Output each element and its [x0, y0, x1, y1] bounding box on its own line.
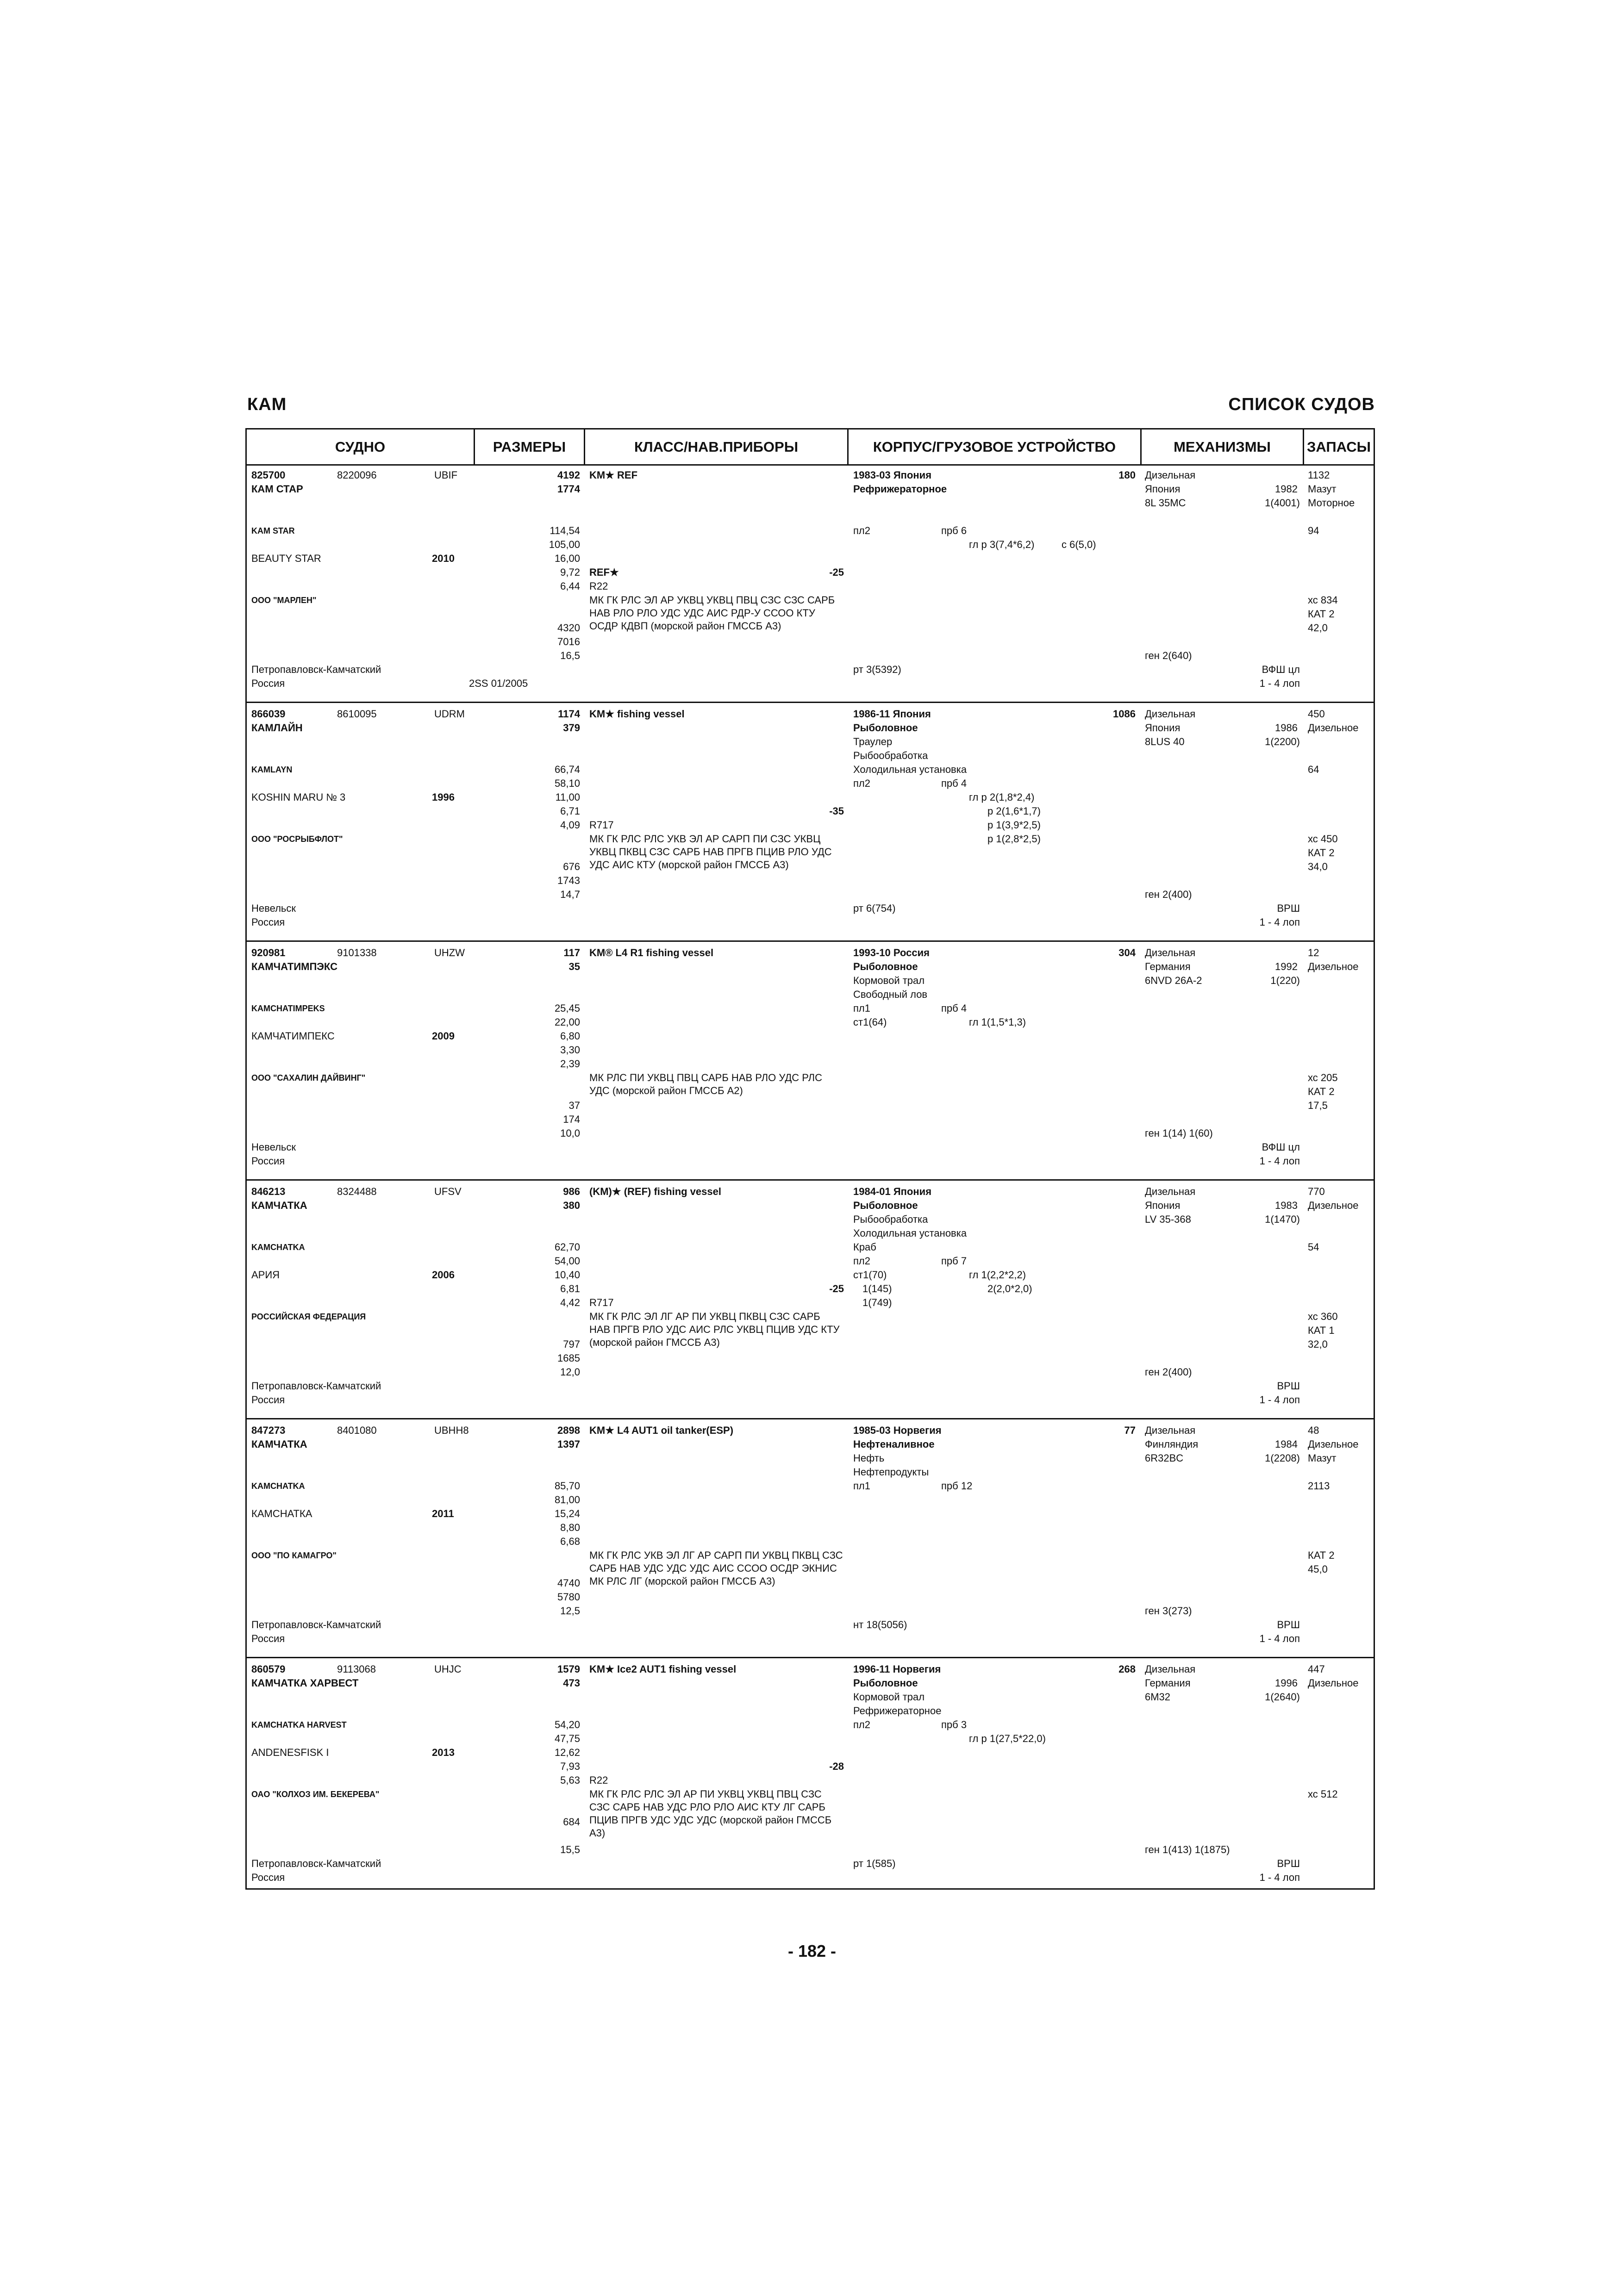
entry-crew: 304	[1118, 947, 1136, 958]
entry-refrig: R717	[589, 819, 614, 831]
entry-hull_a: пл1	[853, 1002, 870, 1014]
entry-type: Рыболовное	[853, 722, 918, 734]
entry-eng-0: Дизельная	[1145, 947, 1196, 958]
entry-callsign: UFSV	[434, 1186, 462, 1197]
entry-stock-1: Дизельное	[1308, 1200, 1359, 1211]
entry-stock-0: 450	[1308, 708, 1325, 720]
entry-imo: 8401080	[337, 1425, 377, 1436]
entry-stock-0: 447	[1308, 1663, 1325, 1675]
entry-sizes-0: 986	[563, 1186, 580, 1197]
entry-temp: -28	[829, 1761, 844, 1772]
entry-port: Невельск	[251, 1141, 296, 1153]
entry-hull_b: прб 3	[941, 1719, 967, 1730]
entry-eng_year: 1982	[1275, 483, 1298, 495]
entry-blades: 1 - 4 лоп	[1259, 1394, 1300, 1406]
entry-sizes-5: 3,30	[560, 1044, 580, 1056]
entry-hull_a3-0: 1(145)	[862, 1283, 892, 1294]
entry-hull_lines-1: Свободный лов	[853, 989, 928, 1000]
entry-stock-1: Дизельное	[1308, 1438, 1359, 1450]
entry-sizes-9: 16,5	[560, 650, 580, 661]
entry-eng-1: Финляндия	[1145, 1438, 1199, 1450]
entry-sizes-3: 22,00	[554, 1016, 580, 1028]
entry-type: Рефрижераторное	[853, 483, 947, 495]
entry-eng-1: Япония	[1145, 483, 1181, 495]
entry-sizes-1: 380	[563, 1200, 580, 1211]
entry-class_main: KM★ L4 AUT1 oil tanker(ESP)	[589, 1425, 734, 1436]
entry-nav: МК ГК РЛС УКВ ЭЛ ЛГ АР САРП ПИ УКВЦ ПКВЦ СЗС САРБ НАВ УДС УДС УДС АИС ССОО ОСДР ЭКНИС МК РЛС ЛГ (морской район ГМССБ А3)	[589, 1549, 843, 1587]
entry-gen: ген 1(413) 1(1875)	[1145, 1844, 1230, 1855]
entry-gen: ген 2(400)	[1145, 889, 1192, 900]
entry-type: Нефтеналивное	[853, 1438, 935, 1450]
entry-eng-1: Германия	[1145, 961, 1191, 972]
entry-sizes-3: 54,00	[554, 1255, 580, 1267]
entry-stock-1: Дизельное	[1308, 1677, 1359, 1689]
entry-eng-2: 6M32	[1145, 1691, 1171, 1703]
entry-nav: МК ГК РЛС РЛС УКВ ЭЛ АР САРП ПИ СЗС УКВЦ УКВЦ ПКВЦ СЗС САРБ НАВ ПРГВ ПЦИВ РЛО УДС УДС АИС КТУ (морской район ГМССБ А3)	[589, 833, 832, 871]
entry-owner: ОАО "КОЛХОЗ ИМ. БЕКЕРЕВА"	[251, 1790, 380, 1799]
ship-entry	[247, 703, 1374, 942]
entry-stock_c-0: хс 205	[1308, 1072, 1338, 1083]
entry-sizes-8: 174	[563, 1114, 580, 1125]
entry-name: КАМЧАТИМПЭКС	[251, 961, 337, 972]
entry-sizes-3: 81,00	[554, 1494, 580, 1506]
entry-nav: МК ГК РЛС ЭЛ ЛГ АР ПИ УКВЦ ПКВЦ СЗС САРБ НАВ ПРГВ РЛО УДС АИС РЛС УКВЦ ПЦИВ УДС КТУ (морской район ГМССБ А3)	[589, 1311, 840, 1348]
entry-temp: -35	[829, 805, 844, 817]
entry-class_main: KM★ Ice2 AUT1 fishing vessel	[589, 1663, 737, 1675]
entry-reg_no: 860579	[251, 1663, 286, 1675]
entry-hull_b: прб 7	[941, 1255, 967, 1267]
entry-stock-0: 48	[1308, 1425, 1319, 1436]
entry-reg_no: 847273	[251, 1425, 286, 1436]
column-header-vessel: СУДНО	[335, 439, 386, 455]
entry-sizes-6: 4,42	[560, 1297, 580, 1308]
entry-stock-0: 1132	[1308, 469, 1330, 481]
entry-stock_b: 64	[1308, 764, 1319, 775]
entry-hull_b: прб 12	[941, 1480, 973, 1492]
entry-sizes-9: 14,7	[560, 889, 580, 900]
entry-port: Петропавловск-Камчатский	[251, 1619, 381, 1630]
entry-nav: МК ГК РЛС ЭЛ АР УКВЦ УКВЦ ПВЦ СЗС СЗС САРБ НАВ РЛО РЛО УДС УДС АИС РДР-У ССОО КТУ ОСДР КДВП (морской район ГМССБ А3)	[589, 594, 835, 632]
entry-sizes-5: 8,80	[560, 1522, 580, 1533]
entry-stock_c-0: хс 450	[1308, 833, 1338, 845]
entry-eng-0: Дизельная	[1145, 708, 1196, 720]
entry-hull_lines-2: Краб	[853, 1241, 876, 1253]
entry-sizes-7: 797	[563, 1338, 580, 1350]
entry-eng_year: 1992	[1275, 961, 1298, 972]
entry-port: Невельск	[251, 902, 296, 914]
entry-owner: ООО "ПО КАМАГРО"	[251, 1551, 337, 1560]
entry-type: Рыболовное	[853, 961, 918, 972]
entry-hull_lines-0: Кормовой трал	[853, 975, 925, 986]
entry-latin: KAMCHATKA HARVEST	[251, 1720, 347, 1730]
entry-owner: ООО "МАРЛЕН"	[251, 596, 317, 605]
entry-sizes-3: 47,75	[554, 1733, 580, 1744]
entry-country: Россия	[251, 1872, 285, 1883]
entry-hull_lines-0: Нефть	[853, 1452, 885, 1464]
entry-built: 1986-11 Япония	[853, 708, 931, 720]
entry-country: Россия	[251, 916, 285, 928]
entry-built: 1983-03 Япония	[853, 469, 932, 481]
entry-gen: ген 3(273)	[1145, 1605, 1192, 1617]
entry-former: KOSHIN MARU № 3	[251, 791, 346, 803]
entry-stock_c-0: хс 834	[1308, 594, 1338, 606]
entry-hull_lines-1: Холодильная установка	[853, 1227, 967, 1239]
entry-class_main: KM® L4 R1 fishing vessel	[589, 947, 714, 958]
ship-entry	[247, 942, 1374, 1181]
entry-imo: 9113068	[337, 1663, 376, 1675]
entry-hull_a: пл1	[853, 1480, 870, 1492]
entry-eng-1: Германия	[1145, 1677, 1191, 1689]
entry-stock_c-1: КАТ 2	[1308, 847, 1335, 859]
entry-eng_power: 1(2200)	[1265, 736, 1300, 747]
entry-stock-1: Дизельное	[1308, 961, 1359, 972]
entry-blades: 1 - 4 лоп	[1259, 1155, 1300, 1167]
entry-former_year: 2009	[432, 1030, 455, 1042]
entry-prop: ВРШ	[1277, 1619, 1300, 1630]
entry-name: КАМЧАТКА ХАРВЕСТ	[251, 1677, 359, 1689]
entry-class_ref: REF★	[589, 566, 619, 578]
entry-sizes-4: 11,00	[555, 791, 580, 803]
entry-callsign: UHJC	[434, 1663, 462, 1675]
entry-name: КАМЧАТКА	[251, 1200, 307, 1211]
entry-hull_c: гл р 3(7,4*6,2)	[969, 539, 1035, 550]
entry-sizes-0: 4192	[557, 469, 580, 481]
entry-stock_b: 2113	[1308, 1480, 1330, 1492]
entry-class_main: KM★ fishing vessel	[589, 708, 685, 720]
entry-sizes-8: 5780	[557, 1591, 580, 1603]
entry-eng_power: 1(2640)	[1265, 1691, 1300, 1703]
entry-sizes-6: 6,44	[560, 580, 580, 592]
entry-hull_lines-0: Кормовой трал	[853, 1691, 925, 1703]
entry-built: 1984-01 Япония	[853, 1186, 932, 1197]
column-header-class: КЛАСС/НАВ.ПРИБОРЫ	[634, 439, 799, 455]
entry-sizes-9: 12,0	[560, 1366, 580, 1378]
entry-hull_b: прб 4	[941, 778, 967, 789]
entry-name: КАМЛАЙН	[251, 722, 303, 734]
entry-nav: МК РЛС ПИ УКВЦ ПВЦ САРБ НАВ РЛО УДС РЛС УДС (морской район ГМССБ А2)	[589, 1072, 822, 1096]
entry-former_year: 2011	[432, 1508, 454, 1519]
entry-sizes-4: 10,40	[554, 1269, 580, 1281]
entry-stock-0: 12	[1308, 947, 1319, 958]
entry-name: КАМЧАТКА	[251, 1438, 307, 1450]
entry-hull_extra-0: р 2(1,6*1,7)	[987, 805, 1041, 817]
entry-hull_lines-1: Нефтепродукты	[853, 1466, 929, 1478]
entry-callsign: UBIF	[434, 469, 458, 481]
entry-stock_c-2: 32,0	[1308, 1338, 1328, 1350]
column-header-row	[247, 429, 1374, 466]
entry-sizes-2: 66,74	[554, 764, 580, 775]
entry-eng-2: LV 35-368	[1145, 1213, 1191, 1225]
entry-sizes-4: 16,00	[554, 553, 580, 564]
entry-stock-1: Дизельное	[1308, 722, 1359, 734]
entry-stock-2: Мазут	[1308, 1452, 1337, 1464]
entry-hull_e: рт 6(754)	[853, 902, 896, 914]
ship-entry	[247, 464, 1374, 703]
entry-hull_c: гл 1(2,2*2,2)	[969, 1269, 1026, 1281]
entry-stock_c-2: 17,5	[1308, 1100, 1328, 1111]
entry-sizes-2: 25,45	[554, 1002, 580, 1014]
entry-stock-1: Мазут	[1308, 483, 1337, 495]
entry-country: Россия	[251, 1633, 285, 1644]
entry-port: Петропавловск-Камчатский	[251, 1858, 381, 1869]
entry-hull_e: нт 18(5056)	[853, 1619, 907, 1630]
entry-temp: -25	[829, 566, 844, 578]
entry-hull_a: пл2	[853, 1255, 870, 1267]
entry-hull_c: гл р 1(27,5*22,0)	[969, 1733, 1046, 1744]
entry-sizes-9: 12,5	[560, 1605, 580, 1617]
entry-sizes-2: 62,70	[554, 1241, 580, 1253]
entry-blades: 1 - 4 лоп	[1259, 1872, 1300, 1883]
entry-gen: ген 2(400)	[1145, 1366, 1192, 1378]
entry-former: КАМСНАТКА	[251, 1508, 312, 1519]
entry-latin: KAM STAR	[251, 526, 295, 535]
entry-sizes-7: 4320	[557, 622, 580, 634]
section-code: КАМ	[247, 395, 287, 414]
entry-name: КАМ СТАР	[251, 483, 303, 495]
entry-hull_lines-2: Холодильная установка	[853, 764, 967, 775]
entry-sizes-0: 117	[563, 947, 580, 958]
entry-eng_power: 1(4001)	[1265, 497, 1300, 509]
entry-sizes-8: 7016	[557, 636, 580, 647]
entry-stock-0: 770	[1308, 1186, 1325, 1197]
entry-built: 1993-10 Россия	[853, 947, 930, 958]
register-title: СПИСОК СУДОВ	[1228, 395, 1375, 414]
entry-imo: 8220096	[337, 469, 377, 481]
entry-eng_year: 1986	[1275, 722, 1298, 734]
entry-eng-0: Дизельная	[1145, 469, 1196, 481]
entry-prop: ВРШ	[1277, 1380, 1300, 1392]
entry-eng-0: Дизельная	[1145, 1186, 1196, 1197]
entry-hull_e: рт 1(585)	[853, 1858, 896, 1869]
entry-former_year: 2013	[432, 1747, 455, 1758]
entry-hull_extra-1: р 1(3,9*2,5)	[987, 819, 1041, 831]
entry-hull_b: прб 6	[941, 525, 967, 536]
entry-eng_year: 1984	[1275, 1438, 1298, 1450]
entry-callsign: UDRM	[434, 708, 465, 720]
entry-sizes-6: 6,68	[560, 1536, 580, 1547]
entry-stock_c-1: КАТ 2	[1308, 1086, 1335, 1097]
entry-eng-1: Япония	[1145, 722, 1181, 734]
entry-stock_c-1: КАТ 2	[1308, 608, 1335, 620]
entry-imo: 8610095	[337, 708, 377, 720]
entry-owner: ООО "САХАЛИН ДАЙВИНГ"	[251, 1073, 366, 1083]
entry-former: АРИЯ	[251, 1269, 280, 1281]
ship-entry	[247, 1181, 1374, 1419]
entry-sizes-6: 5,63	[560, 1774, 580, 1786]
entry-country: Россия	[251, 1394, 285, 1406]
entry-eng-2: 6NVD 26A-2	[1145, 975, 1202, 986]
entry-callsign: UBHH8	[434, 1425, 469, 1436]
entry-prop: ВФШ цл	[1262, 1141, 1300, 1153]
ship-entry	[247, 1419, 1374, 1658]
entry-sizes-9: 10,0	[560, 1127, 580, 1139]
entry-eng_power: 1(220)	[1270, 975, 1300, 986]
entry-hull_lines-1: Рефрижераторное	[853, 1705, 942, 1717]
entry-latin: KAMCHATKA	[251, 1481, 305, 1491]
page-number: - 182 -	[787, 1941, 837, 1960]
entry-hull_lines-1: Рыбообработка	[853, 750, 928, 761]
entry-built: 1996-11 Норвегия	[853, 1663, 941, 1675]
entry-stock_b: 54	[1308, 1241, 1319, 1253]
entry-eng-2: 8L 35MC	[1145, 497, 1186, 509]
entry-former: КАМЧАТИМПЕКС	[251, 1030, 335, 1042]
entry-hull_extra-2: р 1(2,8*2,5)	[987, 833, 1041, 845]
entry-sizes-2: 114,54	[550, 525, 580, 536]
entry-sizes-2: 54,20	[554, 1719, 580, 1730]
entry-hull_c: гл р 2(1,8*2,4)	[969, 791, 1035, 803]
entry-former_year: 2006	[432, 1269, 455, 1281]
entry-blades: 1 - 4 лоп	[1259, 916, 1300, 928]
entry-hull_a: пл2	[853, 778, 870, 789]
entry-former: BEAUTY STAR	[251, 553, 321, 564]
entry-reg_no: 825700	[251, 469, 286, 481]
entry-hull_lines-0: Траулер	[853, 736, 893, 747]
entry-class_main: KM★ REF	[589, 469, 638, 481]
entry-type: Рыболовное	[853, 1200, 918, 1211]
entry-sizes-7: 684	[563, 1816, 580, 1828]
entry-prop: ВРШ	[1277, 1858, 1300, 1869]
entry-stock-2: Моторное	[1308, 497, 1355, 509]
entry-reg_no: 846213	[251, 1186, 286, 1197]
entry-gen: ген 1(14) 1(60)	[1145, 1127, 1213, 1139]
entry-stock_c-0: КАТ 2	[1308, 1549, 1335, 1561]
entry-stock_c-2: 34,0	[1308, 861, 1328, 872]
entry-sizes-0: 2898	[557, 1425, 580, 1436]
page-header	[245, 395, 1375, 423]
ship-register-table	[245, 428, 1375, 1890]
entry-sizes-3: 58,10	[554, 778, 580, 789]
entry-sizes-0: 1579	[557, 1663, 580, 1675]
entry-sizes-10: 2SS 01/2005	[469, 678, 528, 689]
entry-port: Петропавловск-Камчатский	[251, 664, 381, 675]
entry-eng-2: 6R32BC	[1145, 1452, 1184, 1464]
entry-former_year: 2010	[432, 553, 455, 564]
entry-sizes-4: 15,24	[554, 1508, 580, 1519]
entry-sizes-8: 1743	[557, 875, 580, 886]
entry-prop: ВФШ цл	[1262, 664, 1300, 675]
entry-hull_a2: ст1(64)	[853, 1016, 887, 1028]
entry-owner: ООО "РОСРЫБФЛОТ"	[251, 834, 343, 844]
entry-sizes-3: 105,00	[549, 539, 580, 550]
entry-sizes-1: 379	[563, 722, 580, 734]
entry-port: Петропавловск-Камчатский	[251, 1380, 381, 1392]
entry-crew: 1086	[1113, 708, 1136, 720]
entry-sizes-5: 9,72	[560, 566, 580, 578]
entry-temp: -25	[829, 1283, 844, 1294]
entry-hull_a2: ст1(70)	[853, 1269, 887, 1281]
entry-country: Россия	[251, 678, 285, 689]
entry-sizes-9: 15,5	[560, 1844, 580, 1855]
entry-hull_d: с 6(5,0)	[1062, 539, 1096, 550]
entry-refrig: R22	[589, 1774, 608, 1786]
entry-eng-0: Дизельная	[1145, 1663, 1196, 1675]
entry-sizes-6: 4,09	[560, 819, 580, 831]
entry-sizes-7: 676	[563, 861, 580, 872]
entry-sizes-4: 12,62	[554, 1747, 580, 1758]
ship-entry	[247, 1658, 1374, 1897]
entry-blades: 1 - 4 лоп	[1259, 1633, 1300, 1644]
entry-stock_c-0: хс 512	[1308, 1788, 1338, 1800]
entry-crew: 180	[1118, 469, 1136, 481]
entry-sizes-4: 6,80	[560, 1030, 580, 1042]
entry-stock_c-2: 42,0	[1308, 622, 1328, 634]
entry-built: 1985-03 Норвегия	[853, 1425, 942, 1436]
entry-hull_a: пл2	[853, 525, 870, 536]
entry-blades: 1 - 4 лоп	[1259, 678, 1300, 689]
entry-latin: KAMCHATKA	[251, 1243, 305, 1252]
entry-stock_c-1: 45,0	[1308, 1563, 1328, 1575]
entry-hull_c: гл 1(1,5*1,3)	[969, 1016, 1026, 1028]
entry-owner: РОССИЙСКАЯ ФЕДЕРАЦИЯ	[251, 1312, 366, 1321]
entry-sizes-1: 35	[568, 961, 580, 972]
entry-sizes-6: 2,39	[560, 1058, 580, 1070]
entry-crew: 268	[1118, 1663, 1136, 1675]
entry-sizes-7: 4740	[557, 1577, 580, 1589]
entry-sizes-1: 1774	[557, 483, 580, 495]
entry-sizes-1: 1397	[557, 1438, 580, 1450]
entry-stock_b: 94	[1308, 525, 1319, 536]
entry-sizes-7: 37	[568, 1100, 580, 1111]
entry-reg_no: 920981	[251, 947, 286, 958]
entry-latin: KAMLAYN	[251, 765, 293, 774]
entry-sizes-5: 6,71	[560, 805, 580, 817]
entry-eng_year: 1996	[1275, 1677, 1298, 1689]
entry-imo: 9101338	[337, 947, 377, 958]
entry-eng-0: Дизельная	[1145, 1425, 1196, 1436]
entry-nav: МК ГК РЛС РЛС ЭЛ АР ПИ УКВЦ УКВЦ ПВЦ СЗС СЗС САРБ НАВ УДС РЛО РЛО АИС КТУ ЛГ САРБ ПЦИВ ПРГВ УДС УДС УДС (морской район ГМССБ А3)	[589, 1788, 832, 1839]
entry-country: Россия	[251, 1155, 285, 1167]
entry-gen: ген 2(640)	[1145, 650, 1192, 661]
entry-former: ANDENESFISK I	[251, 1747, 329, 1758]
entry-sizes-8: 1685	[557, 1352, 580, 1364]
entry-type: Рыболовное	[853, 1677, 918, 1689]
entry-prop: ВРШ	[1277, 902, 1300, 914]
entry-sizes-5: 6,81	[560, 1283, 580, 1294]
entry-hull_lines-0: Рыбообработка	[853, 1213, 928, 1225]
entry-eng_power: 1(2208)	[1265, 1452, 1300, 1464]
entry-hull_a: пл2	[853, 1719, 870, 1730]
entry-refrig: R717	[589, 1297, 614, 1308]
entry-hull_a3-1: 1(749)	[862, 1297, 892, 1308]
entry-sizes-2: 85,70	[554, 1480, 580, 1492]
entry-latin: KAMCHATIMPEKS	[251, 1004, 325, 1013]
column-header-stores: ЗАПАСЫ	[1306, 439, 1371, 455]
entry-stock_c-1: КАТ 1	[1308, 1325, 1335, 1336]
column-header-hull: КОРПУС/ГРУЗОВОЕ УСТРОЙСТВО	[873, 439, 1116, 455]
entry-stock_c-0: хс 360	[1308, 1311, 1338, 1322]
entry-callsign: UHZW	[434, 947, 465, 958]
column-header-dimensions: РАЗМЕРЫ	[493, 439, 566, 455]
entry-hull_e: рт 3(5392)	[853, 664, 901, 675]
entry-hull_b: прб 4	[941, 1002, 967, 1014]
entry-imo: 8324488	[337, 1186, 377, 1197]
entry-sizes-0: 1174	[558, 708, 580, 720]
entry-former_year: 1996	[432, 791, 455, 803]
entry-reg_no: 866039	[251, 708, 286, 720]
entry-eng-2: 8LUS 40	[1145, 736, 1185, 747]
entry-eng_power: 1(1470)	[1265, 1213, 1300, 1225]
column-header-machinery: МЕХАНИЗМЫ	[1174, 439, 1271, 455]
entry-hull_extra-0: 2(2,0*2,0)	[987, 1283, 1032, 1294]
entry-sizes-5: 7,93	[560, 1761, 580, 1772]
entry-sizes-1: 473	[563, 1677, 580, 1689]
entry-crew: 77	[1124, 1425, 1136, 1436]
entry-eng-1: Япония	[1145, 1200, 1181, 1211]
entry-refrig: R22	[589, 580, 608, 592]
entry-eng_year: 1983	[1275, 1200, 1298, 1211]
entry-class_main: (KM)★ (REF) fishing vessel	[589, 1186, 721, 1197]
